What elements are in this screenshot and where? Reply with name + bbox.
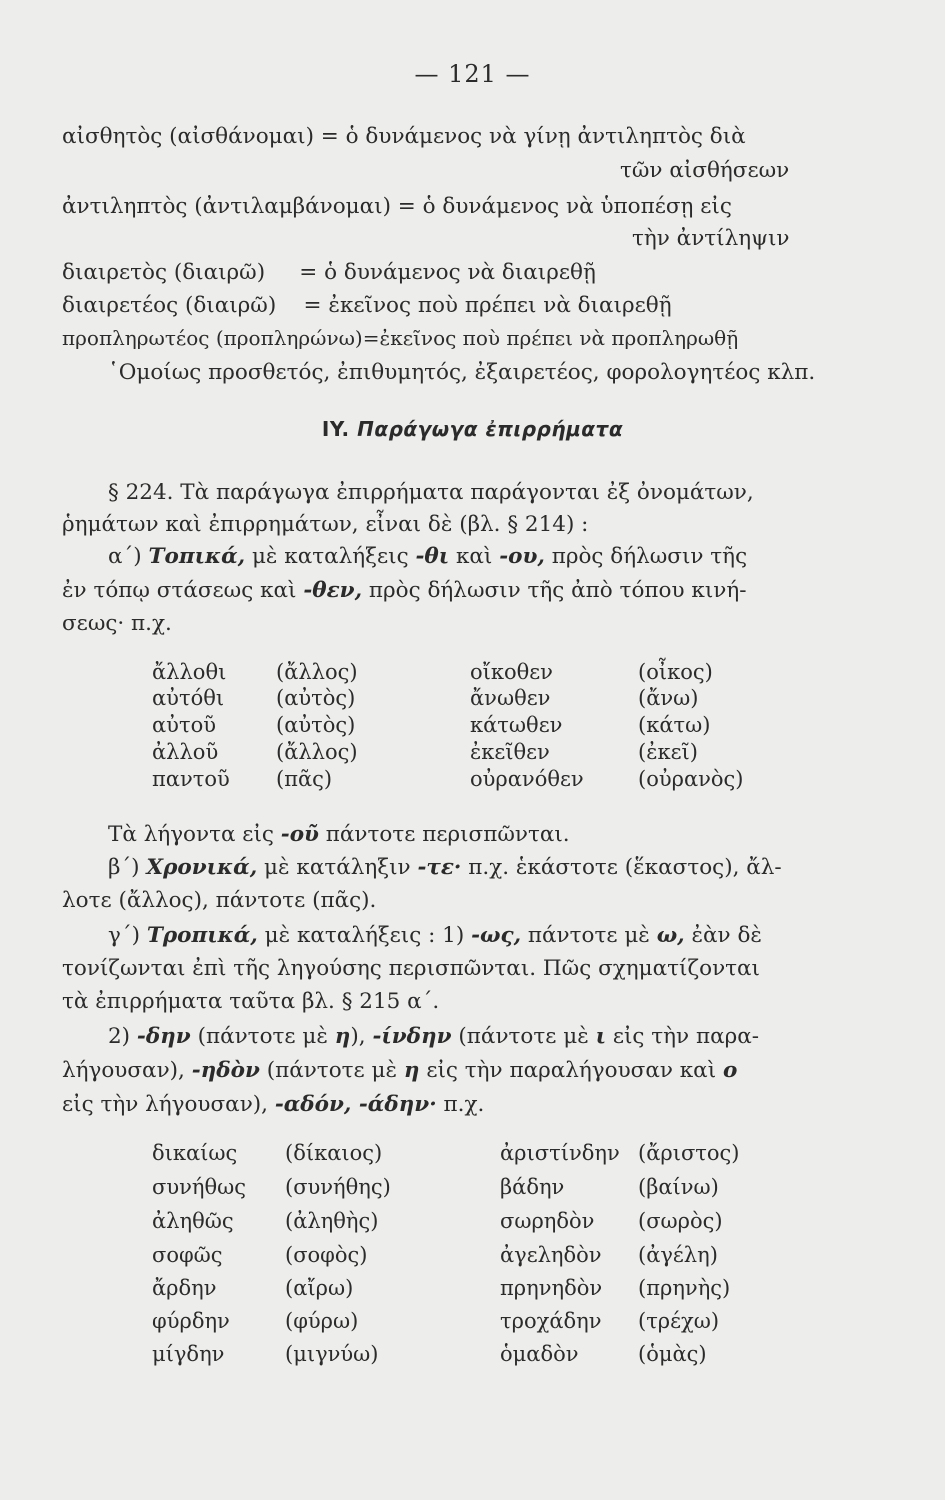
table1-right-word-4: ἐκεῖθεν (470, 740, 550, 764)
intro-line-5: διαιρετὸς (διαιρῶ) = ὁ δυνάμενος νὰ διαιρεθῇ (62, 260, 596, 285)
intro-line-6: διαιρετέος (διαιρῶ) = ἐκεῖνος ποὺ πρέπει νὰ διαιρεθῇ (62, 293, 672, 318)
table2-right-word-5: πρηνηδὸν (500, 1276, 603, 1300)
section-line-3: α΄) Τοπικά, μὲ καταλήξεις -θι καὶ -ου, πρὸς δήλωσιν τῆς (108, 544, 748, 569)
section-heading (0, 417, 945, 441)
table2-left-word-4: σοφῶς (152, 1243, 223, 1267)
table2-right-root-7: (ὁμὰς) (638, 1342, 707, 1366)
table1-right-root-3: (κάτω) (638, 713, 711, 737)
table2-right-word-7: ὁμαδὸν (500, 1342, 579, 1366)
after-line-1: Τὰ λήγοντα εἰς -οῦ πάντοτε περισπῶνται. (108, 822, 570, 847)
after-line-7: 2) -δην (πάντοτε μὲ η), -ίνδην (πάντοτε μὲ ι εἰς τὴν παρα- (108, 1024, 760, 1049)
table2-left-root-1: (δίκαιος) (285, 1141, 383, 1165)
table1-right-word-1: οἴκοθεν (470, 660, 553, 684)
table1-left-root-3: (αὐτὸς) (276, 713, 356, 737)
table2-left-word-1: δικαίως (152, 1141, 238, 1165)
heading-number: IY. (321, 417, 350, 441)
table2-right-word-4: ἀγεληδὸν (500, 1243, 602, 1267)
table1-left-root-2: (αὐτὸς) (276, 686, 356, 710)
table2-left-root-5: (αἴρω) (285, 1276, 354, 1300)
table1-left-word-2: αὐτόθι (152, 686, 225, 710)
table1-left-root-1: (ἄλλος) (276, 660, 358, 684)
section-line-4: ἐν τόπῳ στάσεως καὶ -θεν, πρὸς δήλωσιν τῆς ἀπὸ τόπου κινή- (62, 578, 747, 603)
table1-right-root-5: (οὐρανὸς) (638, 767, 744, 791)
table1-right-word-5: οὐρανόθεν (470, 767, 584, 791)
intro-line-3: ἀντιληπτὸς (ἀντιλαμβάνομαι) = ὁ δυνάμενος νὰ ὑποπέσῃ εἰς (62, 194, 732, 219)
table2-left-word-5: ἄρδην (152, 1276, 217, 1300)
table2-left-root-3: (ἀληθὴς) (285, 1209, 379, 1233)
intro-line-2: τῶν αἰσθήσεων (620, 158, 790, 183)
section-line-5: σεως· π.χ. (62, 611, 172, 636)
table2-right-word-1: ἀριστίνδην (500, 1141, 620, 1165)
table1-right-word-3: κάτωθεν (470, 713, 563, 737)
section-line-1: § 224. Τὰ παράγωγα ἐπιρρήματα παράγονται ἐξ ὀνομάτων, (108, 480, 754, 505)
table1-left-word-3: αὐτοῦ (152, 713, 216, 737)
intro-line-4: τὴν ἀντίληψιν (632, 226, 790, 251)
after-line-2: β΄) Χρονικά, μὲ κατάληξιν -τε· π.χ. ἑκάστοτε (ἕκαστος), ἄλ- (108, 855, 782, 880)
table1-right-word-2: ἄνωθεν (470, 686, 551, 710)
table2-right-word-6: τροχάδην (500, 1309, 602, 1333)
table1-left-root-4: (ἄλλος) (276, 740, 358, 764)
table2-right-root-1: (ἄριστος) (638, 1141, 740, 1165)
after-line-9: εἰς τὴν λήγουσαν), -αδόν, -άδην· π.χ. (62, 1092, 485, 1117)
table2-left-word-6: φύρδην (152, 1309, 230, 1333)
after-line-8: λήγουσαν), -ηδὸν (πάντοτε μὲ η εἰς τὴν παραλήγουσαν καὶ ο (62, 1058, 738, 1083)
table2-right-root-2: (βαίνω) (638, 1175, 719, 1199)
table1-left-word-4: ἀλλοῦ (152, 740, 219, 764)
table2-left-root-7: (μιγνύω) (285, 1342, 379, 1366)
table1-left-root-5: (πᾶς) (276, 767, 333, 791)
page-number: — 121 — (414, 60, 531, 88)
table2-right-root-6: (τρέχω) (638, 1309, 720, 1333)
after-line-4: γ΄) Τροπικά, μὲ καταλήξεις : 1) -ως, πάντοτε μὲ ω, ἐὰν δὲ (108, 923, 762, 948)
after-line-5: τονίζωνται ἐπὶ τῆς ληγούσης περισπῶνται. Πῶς σχηματίζονται (62, 956, 760, 981)
table2-left-root-6: (φύρω) (285, 1309, 359, 1333)
after-line-3: λοτε (ἄλλος), πάντοτε (πᾶς). (62, 888, 377, 913)
table2-left-word-7: μίγδην (152, 1342, 225, 1366)
intro-line-1: αἰσθητὸς (αἰσθάνομαι) = ὁ δυνάμενος νὰ γίνῃ ἀντιληπτὸς διὰ (62, 124, 746, 149)
table2-left-word-3: ἀληθῶς (152, 1209, 234, 1233)
table2-right-root-5: (πρηνὴς) (638, 1276, 731, 1300)
after-line-6: τὰ ἐπιρρήματα ταῦτα βλ. § 215 α΄. (62, 989, 440, 1014)
table1-left-word-1: ἄλλοθι (152, 660, 227, 684)
table1-right-root-4: (ἐκεῖ) (638, 740, 698, 764)
intro-line-8: ῾Ομοίως προσθετός, ἐπιθυμητός, ἐξαιρετέος, φορολογητέος κλπ. (108, 360, 816, 385)
section-line-2: ῥημάτων καὶ ἐπιρρημάτων, εἶναι δὲ (βλ. § 214) : (62, 512, 589, 537)
table1-right-root-2: (ἄνω) (638, 686, 699, 710)
table2-right-word-2: βάδην (500, 1175, 565, 1199)
intro-line-7: προπληρωτέος (προπληρώνω)=ἐκεῖνος ποὺ πρέπει νὰ προπληρωθῇ (62, 326, 739, 350)
table1-left-word-5: παντοῦ (152, 767, 230, 791)
table2-left-word-2: συνήθως (152, 1175, 246, 1199)
table2-right-root-3: (σωρὸς) (638, 1209, 723, 1233)
table2-left-root-4: (σοφὸς) (285, 1243, 368, 1267)
table1-right-root-1: (οἶκος) (638, 660, 713, 684)
table2-left-root-2: (συνήθης) (285, 1175, 391, 1199)
table2-right-root-4: (ἀγέλη) (638, 1243, 718, 1267)
table2-right-word-3: σωρηδὸν (500, 1209, 595, 1233)
heading-title: Παράγωγα ἐπιρρήματα (357, 417, 624, 441)
